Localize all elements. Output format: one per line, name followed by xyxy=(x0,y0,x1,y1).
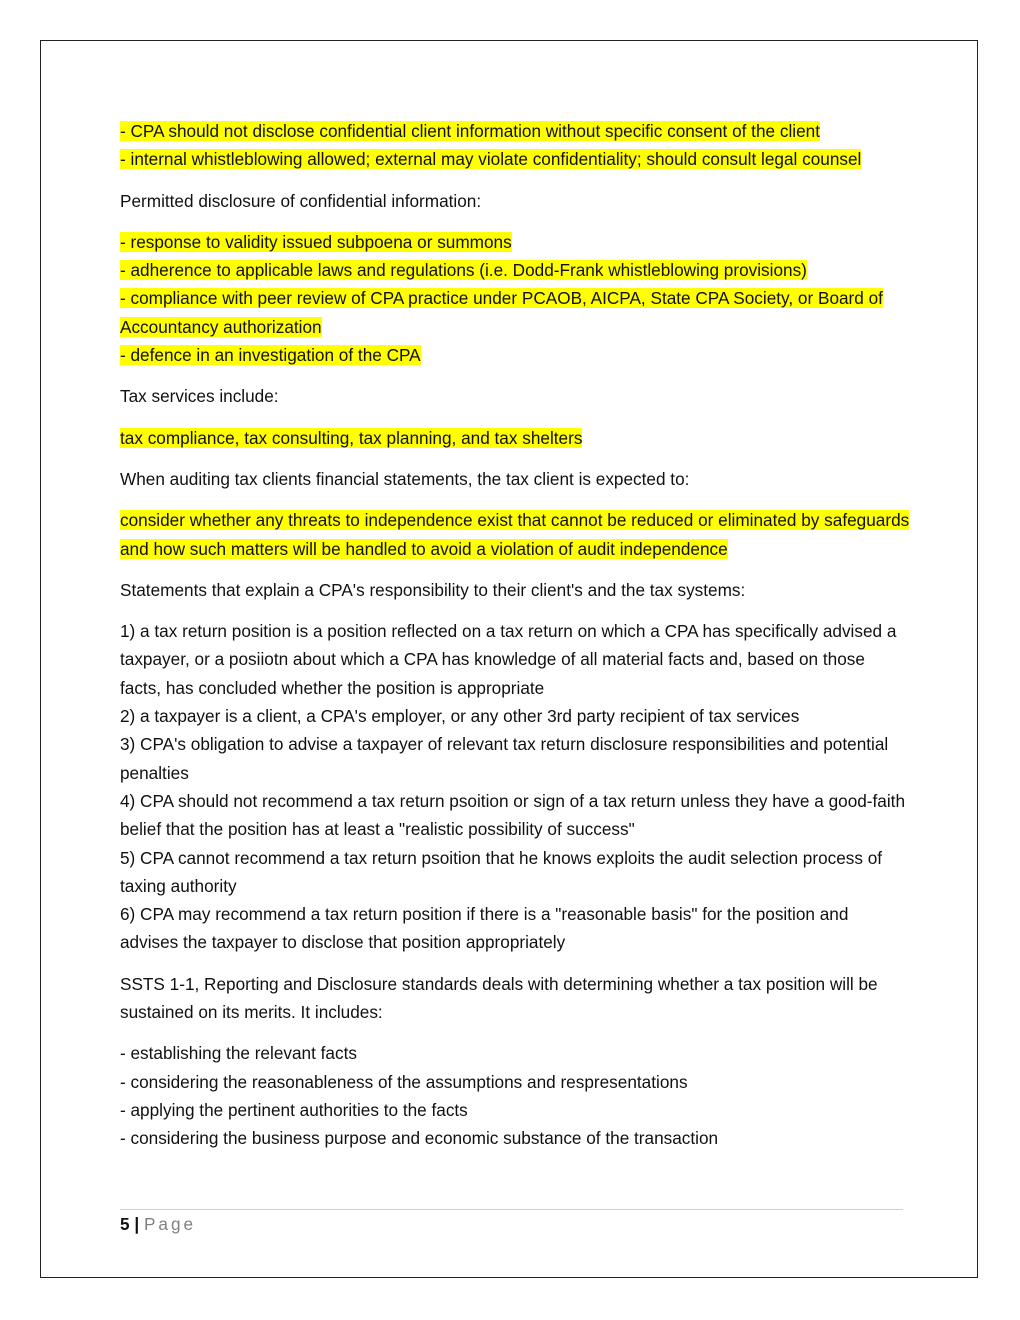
text-line xyxy=(120,900,910,957)
text-line xyxy=(120,730,910,787)
paragraph-block xyxy=(120,970,910,1027)
text-line xyxy=(120,617,910,702)
paragraph-block xyxy=(120,1039,910,1152)
body-text: Permitted disclosure of confidential information: xyxy=(120,190,482,211)
paragraph-block xyxy=(120,117,910,174)
paragraph-block xyxy=(120,424,910,452)
body-text: - applying the pertinent authorities to the facts xyxy=(120,1099,468,1120)
body-text: - considering the reasonableness of the assumptions and respresentations xyxy=(120,1071,688,1092)
text-line xyxy=(120,187,910,215)
page-label: Page xyxy=(143,1214,197,1234)
highlighted-text: - response to validity issued subpoena or summons xyxy=(120,231,512,252)
body-text: - establishing the relevant facts xyxy=(120,1043,357,1064)
text-line xyxy=(120,228,910,256)
paragraph-block xyxy=(120,382,910,410)
paragraph-block xyxy=(120,465,910,493)
text-line xyxy=(120,576,910,604)
text-line xyxy=(120,382,910,410)
body-text: 1) a tax return position is a position reflected on a tax return on which a CPA has specifically advised a taxpayer, or a posiiotn about which a CPA has knowledge of all material facts and, based on those facts, has concluded whether the position is appropriate xyxy=(120,621,897,698)
text-line xyxy=(120,1124,910,1152)
body-text: 6) CPA may recommend a tax return position if there is a "reasonable basis" for the position and advises the taxpayer to disclose that position appropriately xyxy=(120,904,849,953)
text-line xyxy=(120,1096,910,1124)
text-line xyxy=(120,424,910,452)
paragraph-block xyxy=(120,576,910,604)
document-body xyxy=(120,117,910,1166)
paragraph-block xyxy=(120,617,910,957)
body-text: 4) CPA should not recommend a tax return psoition or sign of a tax return unless they have a good-faith belief that the position has at least a "realistic possibility of success" xyxy=(120,790,906,840)
text-line xyxy=(120,702,910,730)
paragraph-block xyxy=(120,187,910,215)
text-line xyxy=(120,506,910,563)
page-footer xyxy=(120,1211,196,1237)
text-line xyxy=(120,787,910,844)
text-line xyxy=(120,465,910,493)
body-text: Statements that explain a CPA's responsibility to their client's and the tax systems: xyxy=(120,579,746,600)
text-line xyxy=(120,145,910,173)
footer-rule xyxy=(120,1209,903,1210)
body-text: 5) CPA cannot recommend a tax return psoition that he knows exploits the audit selection process of taxing authority xyxy=(120,847,883,896)
body-text: 2) a taxpayer is a client, a CPA's employer, or any other 3rd party recipient of tax services xyxy=(120,706,800,727)
highlighted-text: - compliance with peer review of CPA practice under PCAOB, AICPA, State CPA Society, or Board of Accountancy authorization xyxy=(120,288,883,337)
body-text: 3) CPA's obligation to advise a taxpayer of relevant tax return disclosure responsibilities and potential penalties xyxy=(120,734,889,783)
highlighted-text: - internal whistleblowing allowed; external may violate confidentiality; should consult legal counsel xyxy=(120,149,862,170)
text-line xyxy=(120,256,910,284)
paragraph-block xyxy=(120,228,910,369)
body-text: Tax services include: xyxy=(120,386,279,407)
text-line xyxy=(120,1068,910,1096)
text-line xyxy=(120,970,910,1027)
text-line xyxy=(120,844,910,901)
page-number: 5 xyxy=(120,1214,130,1234)
highlighted-text: consider whether any threats to independence exist that cannot be reduced or eliminated by safeguards and how such matters will be handled to avoid a violation of audit independence xyxy=(120,510,910,559)
text-line xyxy=(120,341,910,369)
text-line xyxy=(120,117,910,145)
body-text: SSTS 1-1, Reporting and Disclosure standards deals with determining whether a tax position will be sustained on its merits. It includes: xyxy=(120,973,878,1023)
paragraph-block xyxy=(120,506,910,563)
highlighted-text: - CPA should not disclose confidential client information without specific consent of the client xyxy=(120,121,820,141)
text-line xyxy=(120,284,910,341)
highlighted-text: tax compliance, tax consulting, tax planning, and tax shelters xyxy=(120,427,583,448)
highlighted-text: - adherence to applicable laws and regulations (i.e. Dodd-Frank whistleblowing provisions) xyxy=(120,260,807,281)
text-line xyxy=(120,1039,910,1067)
body-text: When auditing tax clients financial statements, the tax client is expected to: xyxy=(120,468,690,489)
footer-separator: | xyxy=(134,1214,140,1234)
body-text: - considering the business purpose and economic substance of the transaction xyxy=(120,1128,719,1149)
highlighted-text: - defence in an investigation of the CPA xyxy=(120,345,421,366)
